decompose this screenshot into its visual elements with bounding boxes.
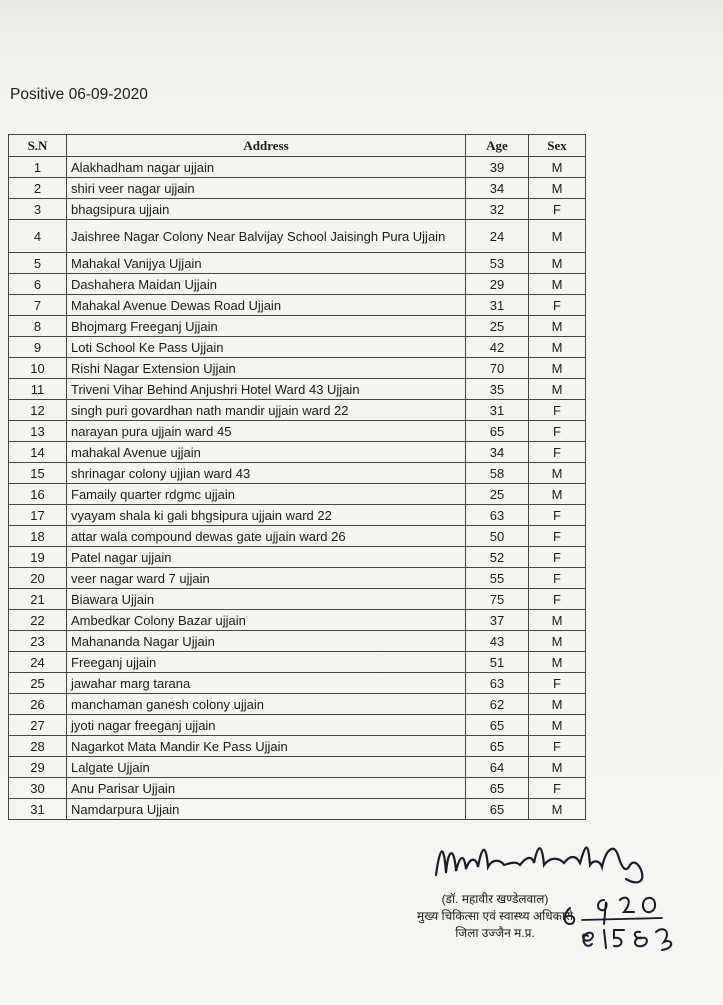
cell-age: 34 <box>466 442 529 463</box>
table-row <box>9 157 586 178</box>
table-row <box>9 505 586 526</box>
cell-sex: M <box>529 694 586 715</box>
table-row <box>9 178 586 199</box>
cell-sex: M <box>529 358 586 379</box>
cell-address: mahakal Avenue ujjain <box>67 442 466 463</box>
cell-sex: M <box>529 715 586 736</box>
cell-sex: F <box>529 421 586 442</box>
cell-sex: F <box>529 295 586 316</box>
cell-address: Biawara Ujjain <box>67 589 466 610</box>
cell-age: 24 <box>466 220 529 253</box>
document-heading: Positive 06-09-2020 <box>10 86 148 103</box>
cell-sn: 21 <box>9 589 67 610</box>
cell-age: 58 <box>466 463 529 484</box>
col-header-age: Age <box>466 135 529 157</box>
table-row <box>9 799 586 820</box>
cell-age: 50 <box>466 526 529 547</box>
cell-sex: F <box>529 199 586 220</box>
table-row <box>9 295 586 316</box>
cell-sex: M <box>529 157 586 178</box>
cell-sex: F <box>529 505 586 526</box>
cell-sn: 13 <box>9 421 67 442</box>
cell-address: Famaily quarter rdgmc ujjain <box>67 484 466 505</box>
cell-address: Lalgate Ujjain <box>67 757 466 778</box>
table-row <box>9 526 586 547</box>
table-row <box>9 694 586 715</box>
cell-address: Rishi Nagar Extension Ujjain <box>67 358 466 379</box>
cell-sn: 6 <box>9 274 67 295</box>
officer-title: मुख्य चिकित्सा एवं स्वास्थ्य अधिकारी <box>417 909 573 923</box>
cell-address: shiri veer nagar ujjain <box>67 178 466 199</box>
cell-address: Anu Parisar Ujjain <box>67 778 466 799</box>
cell-age: 25 <box>466 484 529 505</box>
cell-age: 52 <box>466 547 529 568</box>
cell-age: 65 <box>466 421 529 442</box>
cell-sn: 26 <box>9 694 67 715</box>
cell-sn: 18 <box>9 526 67 547</box>
table-row <box>9 652 586 673</box>
cell-sn: 24 <box>9 652 67 673</box>
cell-age: 53 <box>466 253 529 274</box>
cell-age: 43 <box>466 631 529 652</box>
col-header-sex: Sex <box>529 135 586 157</box>
table-row <box>9 547 586 568</box>
cell-age: 65 <box>466 778 529 799</box>
cell-age: 31 <box>466 400 529 421</box>
cell-sex: M <box>529 757 586 778</box>
table-row <box>9 274 586 295</box>
cell-age: 32 <box>466 199 529 220</box>
cell-sex: F <box>529 778 586 799</box>
cell-age: 70 <box>466 358 529 379</box>
handwritten-date <box>562 890 702 960</box>
cell-sex: M <box>529 652 586 673</box>
cell-sn: 17 <box>9 505 67 526</box>
cell-sn: 28 <box>9 736 67 757</box>
cell-address: Alakhadham nagar ujjain <box>67 157 466 178</box>
cell-sex: M <box>529 253 586 274</box>
table-row <box>9 199 586 220</box>
cell-sex: F <box>529 400 586 421</box>
cell-sex: M <box>529 337 586 358</box>
cell-address: Ambedkar Colony Bazar ujjain <box>67 610 466 631</box>
cell-sn: 27 <box>9 715 67 736</box>
cell-sn: 3 <box>9 199 67 220</box>
cell-address: Nagarkot Mata Mandir Ke Pass Ujjain <box>67 736 466 757</box>
table-row <box>9 400 586 421</box>
table-row <box>9 442 586 463</box>
cell-sex: M <box>529 379 586 400</box>
cell-sex: F <box>529 673 586 694</box>
cell-sn: 8 <box>9 316 67 337</box>
cell-address: attar wala compound dewas gate ujjain ward 26 <box>67 526 466 547</box>
cell-age: 63 <box>466 673 529 694</box>
cell-sn: 10 <box>9 358 67 379</box>
cell-age: 65 <box>466 799 529 820</box>
cell-sex: M <box>529 274 586 295</box>
cell-address: Freeganj ujjain <box>67 652 466 673</box>
table-row <box>9 379 586 400</box>
cell-sex: F <box>529 526 586 547</box>
table-row <box>9 253 586 274</box>
table-header-row <box>9 135 586 157</box>
col-header-sn: S.N <box>9 135 67 157</box>
cell-sex: M <box>529 463 586 484</box>
cell-sn: 25 <box>9 673 67 694</box>
cell-sn: 7 <box>9 295 67 316</box>
cell-age: 55 <box>466 568 529 589</box>
cell-sn: 4 <box>9 220 67 253</box>
table-row <box>9 337 586 358</box>
table-row <box>9 220 586 253</box>
cell-sex: M <box>529 220 586 253</box>
cell-address: jawahar marg tarana <box>67 673 466 694</box>
cell-address: Mahananda Nagar Ujjain <box>67 631 466 652</box>
cell-sex: M <box>529 610 586 631</box>
cell-sn: 12 <box>9 400 67 421</box>
cell-sex: M <box>529 178 586 199</box>
cell-sex: F <box>529 442 586 463</box>
cell-address: Mahakal Avenue Dewas Road Ujjain <box>67 295 466 316</box>
table-row <box>9 778 586 799</box>
cell-sex: M <box>529 316 586 337</box>
cell-address: jyoti nagar freeganj ujjain <box>67 715 466 736</box>
cell-age: 65 <box>466 736 529 757</box>
table-row <box>9 568 586 589</box>
cell-sex: F <box>529 736 586 757</box>
cell-address: shrinagar colony ujjian ward 43 <box>67 463 466 484</box>
cell-address: Namdarpura Ujjain <box>67 799 466 820</box>
table-row <box>9 610 586 631</box>
cell-sn: 30 <box>9 778 67 799</box>
office-location: जिला उज्जैन म.प्र. <box>455 926 535 940</box>
cases-table <box>8 134 586 820</box>
cell-age: 34 <box>466 178 529 199</box>
cell-sex: F <box>529 547 586 568</box>
cell-sn: 20 <box>9 568 67 589</box>
cell-age: 39 <box>466 157 529 178</box>
cell-address: Triveni Vihar Behind Anjushri Hotel Ward 43 Ujjain <box>67 379 466 400</box>
cell-address: bhagsipura ujjain <box>67 199 466 220</box>
cell-sn: 16 <box>9 484 67 505</box>
cell-sn: 15 <box>9 463 67 484</box>
cell-age: 35 <box>466 379 529 400</box>
cell-sn: 19 <box>9 547 67 568</box>
cell-sn: 31 <box>9 799 67 820</box>
cell-age: 37 <box>466 610 529 631</box>
cell-sn: 22 <box>9 610 67 631</box>
cell-sn: 14 <box>9 442 67 463</box>
cell-address: Loti School Ke Pass Ujjain <box>67 337 466 358</box>
cell-age: 31 <box>466 295 529 316</box>
cell-age: 25 <box>466 316 529 337</box>
cell-sn: 1 <box>9 157 67 178</box>
cell-address: Jaishree Nagar Colony Near Balvijay School Jaisingh Pura Ujjain <box>67 220 466 253</box>
cell-address: manchaman ganesh colony ujjain <box>67 694 466 715</box>
table-row <box>9 463 586 484</box>
cell-address: singh puri govardhan nath mandir ujjain ward 22 <box>67 400 466 421</box>
cell-sn: 11 <box>9 379 67 400</box>
cell-sex: M <box>529 484 586 505</box>
cell-sex: M <box>529 631 586 652</box>
cell-sn: 23 <box>9 631 67 652</box>
cell-age: 51 <box>466 652 529 673</box>
handwritten-signature <box>430 835 660 895</box>
cell-address: Dashahera Maidan Ujjain <box>67 274 466 295</box>
cell-sn: 2 <box>9 178 67 199</box>
cell-sex: F <box>529 589 586 610</box>
cell-sn: 5 <box>9 253 67 274</box>
table-row <box>9 757 586 778</box>
cell-sex: M <box>529 799 586 820</box>
cell-address: narayan pura ujjain ward 45 <box>67 421 466 442</box>
cell-address: veer nagar ward 7 ujjain <box>67 568 466 589</box>
signature-block <box>340 835 710 1005</box>
table-row <box>9 358 586 379</box>
cell-age: 62 <box>466 694 529 715</box>
col-header-address: Address <box>67 135 466 157</box>
cell-address: Bhojmarg Freeganj Ujjain <box>67 316 466 337</box>
cell-address: Mahakal Vanijya Ujjain <box>67 253 466 274</box>
table-row <box>9 316 586 337</box>
cell-age: 75 <box>466 589 529 610</box>
cell-age: 64 <box>466 757 529 778</box>
cell-sex: F <box>529 568 586 589</box>
table-row <box>9 421 586 442</box>
cell-age: 42 <box>466 337 529 358</box>
table-row <box>9 631 586 652</box>
cell-sn: 9 <box>9 337 67 358</box>
cell-age: 63 <box>466 505 529 526</box>
table-row <box>9 673 586 694</box>
table-row <box>9 715 586 736</box>
cell-age: 29 <box>466 274 529 295</box>
cell-age: 65 <box>466 715 529 736</box>
table-row <box>9 484 586 505</box>
cell-address: Patel nagar ujjain <box>67 547 466 568</box>
cell-address: vyayam shala ki gali bhgsipura ujjain ward 22 <box>67 505 466 526</box>
cell-sn: 29 <box>9 757 67 778</box>
table-row <box>9 736 586 757</box>
table-row <box>9 589 586 610</box>
officer-name: (डॉ. महावीर खण्डेलवाल) <box>441 892 549 906</box>
